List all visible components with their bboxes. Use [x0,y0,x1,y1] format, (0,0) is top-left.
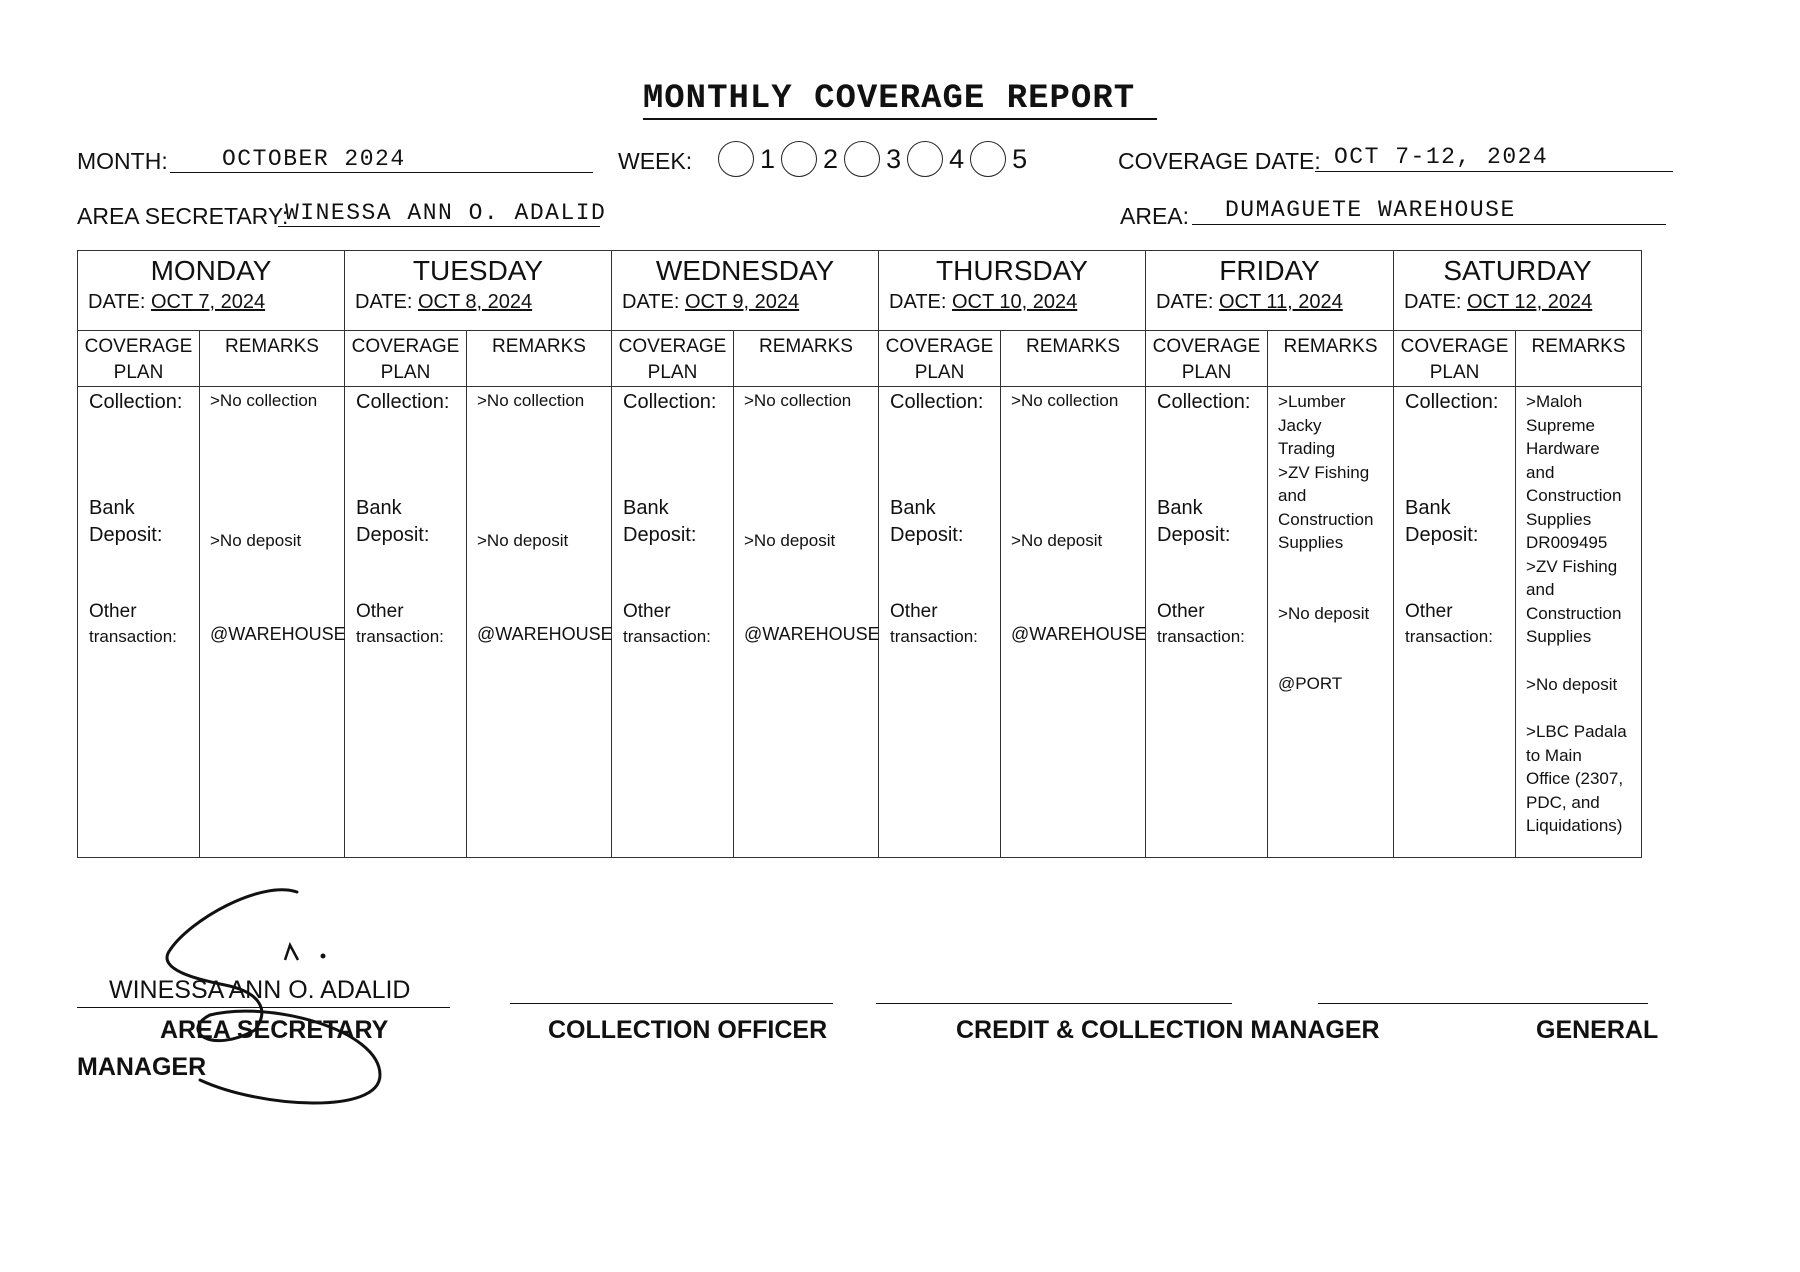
coverage-plan-header: COVERAGE PLAN [345,331,467,387]
coverage-plan-cell [345,387,467,858]
remarks-header: REMARKS [467,331,612,387]
collection-label: Collection: [89,391,183,413]
subheader-row [78,331,1642,387]
area-secretary-signature-name: WINESSA ANN O. ADALID [109,976,411,1004]
remarks-cell [734,387,879,858]
remark-deposit: >No deposit [477,531,569,550]
remarks-cell [1516,387,1642,858]
remarks-cell [1001,387,1146,858]
coverage-plan-header: COVERAGE PLAN [1394,331,1516,387]
remark-other: @WAREHOUSE [210,624,346,644]
collection-label: Collection: [1405,391,1499,413]
day-date: DATE: OCT 9, 2024 [622,291,800,313]
week-5-radio[interactable] [970,141,1006,177]
day-header-monday [78,251,345,331]
week-label: WEEK: [618,148,693,174]
day-header-row [78,251,1642,331]
coverage-plan-cell [879,387,1001,858]
remarks-header: REMARKS [1001,331,1146,387]
day-name: SATURDAY [1443,255,1592,286]
week-4-label: 4 [949,143,965,174]
bank-deposit-label: Bank Deposit: [89,497,163,546]
week-1-label: 1 [760,143,776,174]
coverage-plan-cell [78,387,200,858]
day-header-thursday [879,251,1146,331]
role-general: GENERAL [1536,1016,1659,1044]
bank-deposit-label: Bank Deposit: [1157,497,1231,546]
bank-deposit-label: Bank Deposit: [356,497,430,546]
remark-other: >LBC Padala to Main Office (2307, PDC, and Liquidations) [1526,722,1627,835]
area-label: AREA: [1120,203,1190,229]
remarks-cell [200,387,345,858]
signature-line-credit-manager [876,1003,1232,1004]
day-date: DATE: OCT 11, 2024 [1156,291,1343,313]
remark-other: @WAREHOUSE [477,624,613,644]
area-value[interactable]: DUMAGUETE WAREHOUSE [1225,197,1516,223]
collection-label: Collection: [356,391,450,413]
coverage-date-label: COVERAGE DATE: [1118,148,1321,174]
remark-collection: >No collection [477,391,585,410]
day-header-wednesday [612,251,879,331]
other-transaction-label: Other transaction: [1405,601,1493,646]
remarks-header: REMARKS [734,331,879,387]
collection-label: Collection: [1157,391,1251,413]
signature-line-general-manager [1318,1003,1648,1004]
month-label: MONTH: [77,148,168,174]
bank-deposit-label: Bank Deposit: [623,497,697,546]
week-3-radio[interactable] [844,141,880,177]
remarks-list [1526,390,1637,838]
day-date: DATE: OCT 8, 2024 [355,291,533,313]
other-transaction-label: Other transaction: [356,601,444,646]
month-value[interactable]: OCTOBER 2024 [222,146,406,172]
month-line [170,172,593,173]
remarks-header: REMARKS [1268,331,1394,387]
other-transaction-label: Other transaction: [623,601,711,646]
coverage-plan-header: COVERAGE PLAN [1146,331,1268,387]
week-1-radio[interactable] [718,141,754,177]
other-transaction-label: Other transaction: [1157,601,1245,646]
remarks-list [1278,390,1389,696]
day-date: DATE: OCT 12, 2024 [1404,291,1593,313]
coverage-date-value[interactable]: OCT 7-12, 2024 [1334,144,1549,170]
remark-other: @WAREHOUSE [744,624,880,644]
role-credit-collection-manager: CREDIT & COLLECTION MANAGER [956,1016,1380,1044]
area-secretary-line [278,226,600,227]
remarks-header: REMARKS [200,331,345,387]
role-manager-wrap: MANAGER [77,1053,207,1081]
role-area-secretary: AREA SECRETARY [160,1016,389,1044]
day-header-tuesday [345,251,612,331]
remark-deposit: >No deposit [1526,674,1618,694]
remark-deposit: >No deposit [210,531,302,550]
day-name: WEDNESDAY [655,255,835,286]
role-collection-officer: COLLECTION OFFICER [548,1016,828,1044]
week-2-label: 2 [823,143,839,174]
other-transaction-label: Other transaction: [89,601,177,646]
bank-deposit-label: Bank Deposit: [1405,497,1479,546]
remark-deposit: >No deposit [1278,603,1370,623]
coverage-table [77,250,1642,858]
day-name: FRIDAY [1219,255,1320,286]
area-secretary-value[interactable]: WINESSA ANN O. ADALID [285,200,607,226]
coverage-plan-header: COVERAGE PLAN [879,331,1001,387]
page-title: MONTHLY COVERAGE REPORT [0,80,1800,118]
coverage-date-line [1315,171,1673,172]
remark-other: @WAREHOUSE [1011,624,1147,644]
signature-line-area-secretary [77,1007,450,1008]
coverage-plan-header: COVERAGE PLAN [612,331,734,387]
week-3-label: 3 [886,143,902,174]
week-2-radio[interactable] [781,141,817,177]
coverage-plan-cell [612,387,734,858]
coverage-plan-header: COVERAGE PLAN [78,331,200,387]
remark-collection: >No collection [1011,391,1119,410]
day-name: MONDAY [150,255,272,286]
remarks-cell [1268,387,1394,858]
week-5-label: 5 [1012,143,1028,174]
coverage-plan-cell [1146,387,1268,858]
remark-deposit: >No deposit [1011,531,1103,550]
collection-label: Collection: [623,391,717,413]
remark-collection: >No collection [210,391,318,410]
week-options [718,141,1027,177]
area-line [1192,224,1666,225]
body-row [78,387,1642,858]
bank-deposit-label: Bank Deposit: [890,497,964,546]
day-header-friday [1146,251,1394,331]
day-date: DATE: OCT 7, 2024 [88,291,266,313]
remark-collection: >No collection [744,391,852,410]
remarks-cell [467,387,612,858]
other-transaction-label: Other transaction: [890,601,978,646]
remark-deposit: >No deposit [744,531,836,550]
remark-collection: >Lumber Jacky Trading >ZV Fishing and Construction Supplies [1278,392,1374,552]
signature-line-collection-officer [510,1003,833,1004]
day-name: TUESDAY [412,255,544,286]
week-4-radio[interactable] [907,141,943,177]
remark-other: @PORT [1278,674,1343,693]
coverage-plan-cell [1394,387,1516,858]
day-header-saturday [1394,251,1642,331]
day-name: THURSDAY [936,255,1088,286]
day-date: DATE: OCT 10, 2024 [889,291,1078,313]
remarks-header: REMARKS [1516,331,1642,387]
remark-collection: >Maloh Supreme Hardware and Construction Supplies DR009495 >ZV Fishing and Construction Supplies [1526,392,1622,646]
collection-label: Collection: [890,391,984,413]
area-secretary-label: AREA SECRETARY: [77,203,289,229]
